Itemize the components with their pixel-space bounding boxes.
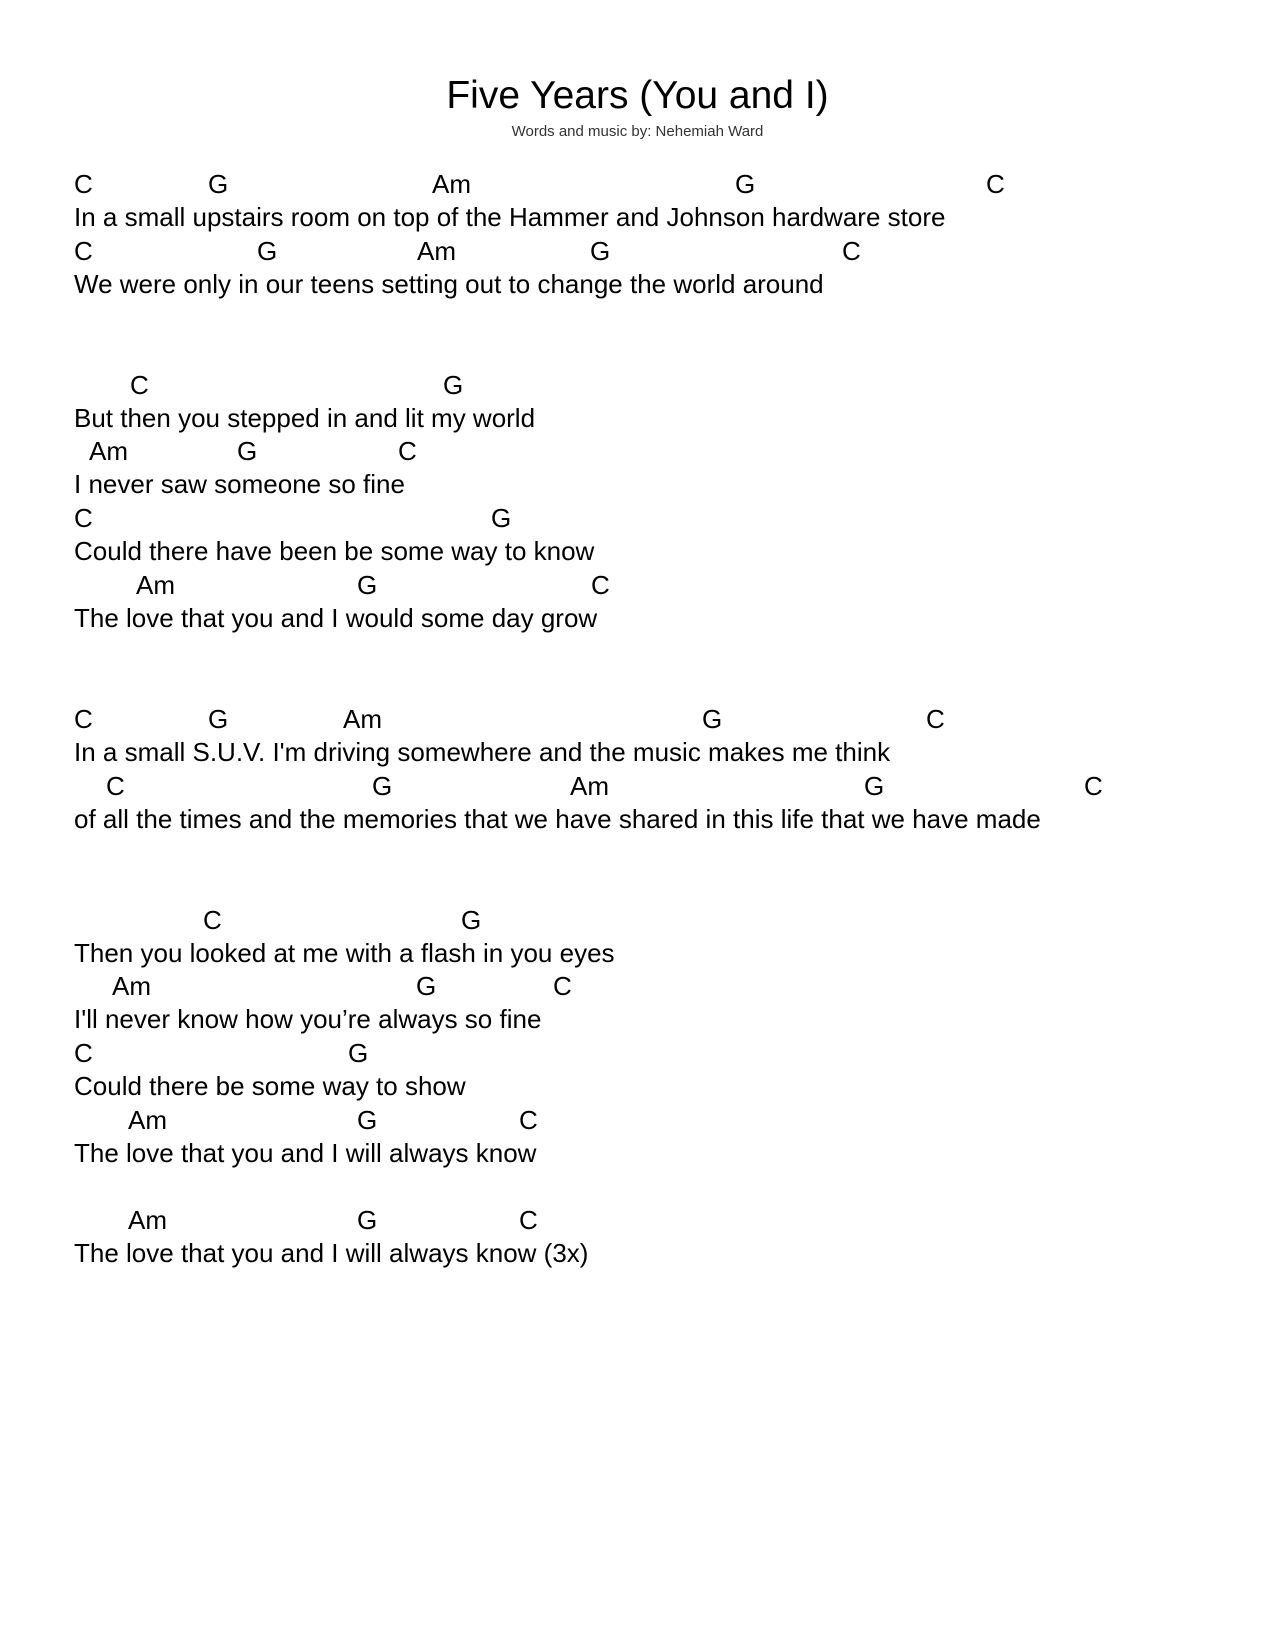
chord: G (590, 236, 611, 266)
chord: C (74, 236, 93, 266)
chord: C (926, 704, 945, 734)
chord: C (519, 1205, 538, 1235)
chord: C (203, 905, 222, 935)
chord: C (398, 436, 417, 466)
chord: G (208, 704, 229, 734)
chord: C (591, 570, 610, 600)
chord: G (357, 570, 378, 600)
chord: G (372, 771, 393, 801)
chord: G (735, 169, 756, 199)
lyric-line: Could there have been be some way to know (74, 536, 595, 566)
lyric-line: In a small upstairs room on top of the Hammer and Johnson hardware store (74, 202, 946, 232)
lyric-line: Could there be some way to show (74, 1071, 466, 1101)
chord: Am (128, 1105, 167, 1135)
lyric-line: The love that you and I will always know (3x) (74, 1238, 589, 1268)
chord: G (461, 905, 482, 935)
lyric-line: The love that you and I would some day grow (74, 603, 598, 633)
lyric-line: Then you looked at me with a flash in you eyes (74, 938, 615, 968)
chord: C (74, 1038, 93, 1068)
chord: Am (417, 236, 456, 266)
lyric-line: I never saw someone so fine (74, 469, 405, 499)
chord: C (986, 169, 1005, 199)
chord: G (702, 704, 723, 734)
lyric-line: of all the times and the memories that we have shared in this life that we have made (74, 804, 1041, 834)
song-credit: Words and music by: Nehemiah Ward (511, 123, 764, 140)
chord: Am (343, 704, 382, 734)
chord: C (519, 1105, 538, 1135)
lyric-line: But then you stepped in and lit my world (74, 403, 536, 433)
chord: G (208, 169, 229, 199)
lyric-line: We were only in our teens setting out to change the world around (74, 269, 824, 299)
chord: C (74, 704, 93, 734)
chord: C (74, 503, 93, 533)
chord: G (348, 1038, 369, 1068)
chord: Am (136, 570, 175, 600)
chord: G (416, 971, 437, 1001)
chord: Am (432, 169, 471, 199)
lyric-line: The love that you and I will always know (74, 1138, 537, 1168)
chord: G (443, 370, 464, 400)
chord: G (864, 771, 885, 801)
chord: G (357, 1105, 378, 1135)
chord: C (1084, 771, 1103, 801)
chord: C (842, 236, 861, 266)
lyric-line: In a small S.U.V. I'm driving somewhere and the music makes me think (74, 737, 891, 767)
chord: Am (112, 971, 151, 1001)
lyric-line: I'll never know how you’re always so fine (74, 1004, 542, 1034)
chord: C (130, 370, 149, 400)
chord: Am (89, 436, 128, 466)
chord: G (491, 503, 512, 533)
chord: C (74, 169, 93, 199)
chord: Am (570, 771, 609, 801)
chord: Am (128, 1205, 167, 1235)
chord: C (553, 971, 572, 1001)
chord: C (106, 771, 125, 801)
chord: G (237, 436, 258, 466)
chord: G (257, 236, 278, 266)
chord: G (357, 1205, 378, 1235)
song-title: Five Years (You and I) (446, 74, 829, 117)
